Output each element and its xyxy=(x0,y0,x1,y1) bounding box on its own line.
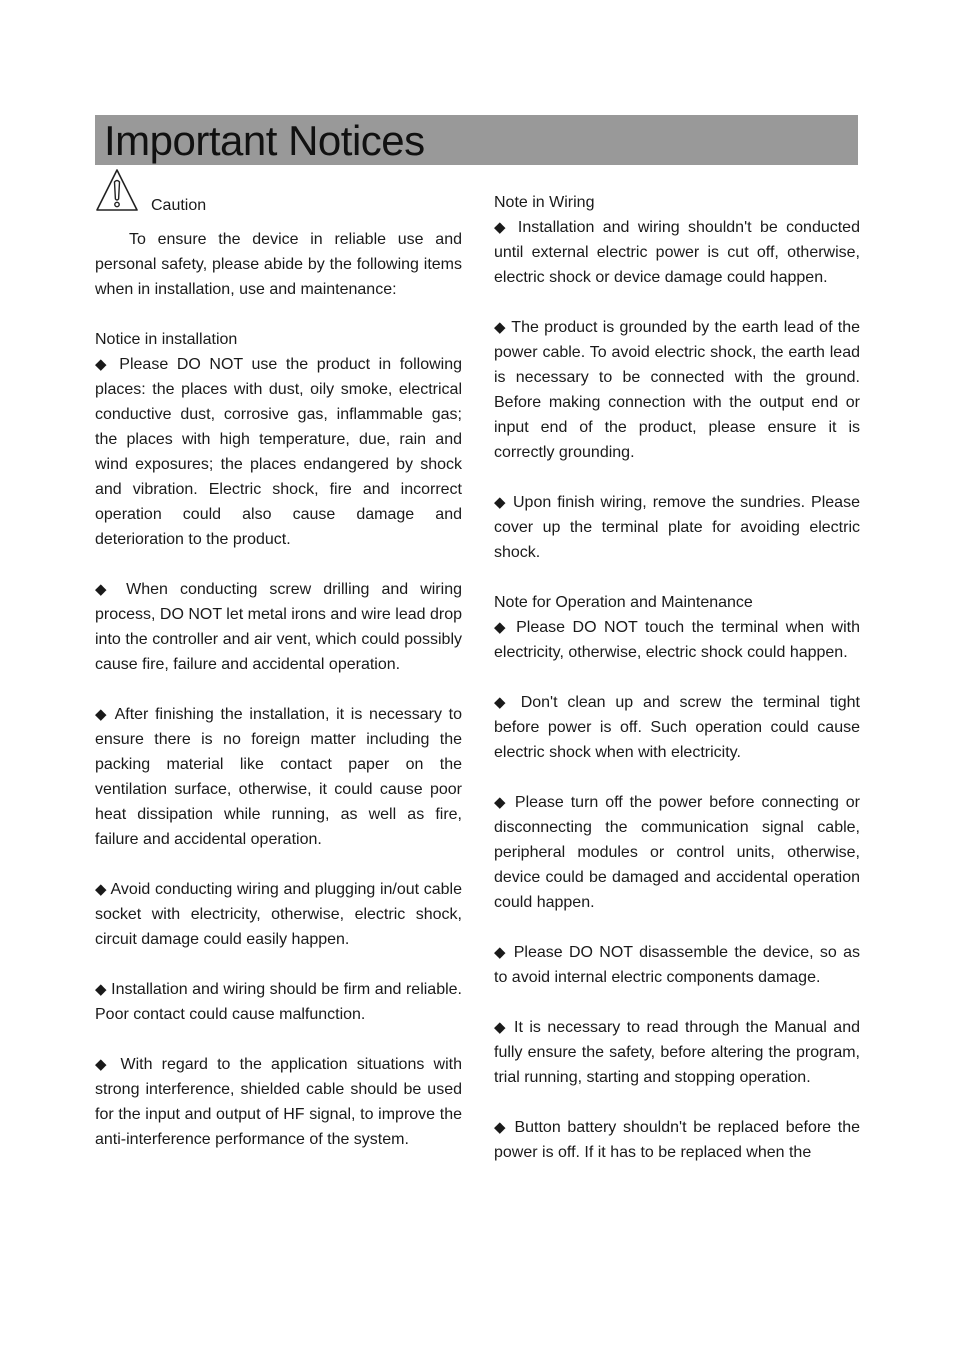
notice-item xyxy=(95,977,462,1027)
notice-text: When conducting screw drilling and wiring process, DO NOT let metal irons and wire lead drop into the controller and air vent, which could possibly cause fire, failure and accidental operation. xyxy=(95,581,462,673)
spacer xyxy=(494,665,860,690)
notice-item xyxy=(494,615,860,665)
notice-item xyxy=(95,702,462,852)
notice-item xyxy=(95,877,462,952)
notice-text: It is necessary to read through the Manual and fully ensure the safety, before altering the program, trial running, starting and stopping operation. xyxy=(494,1019,860,1086)
right-sections xyxy=(494,190,860,1165)
diamond-bullet-icon: ◆ xyxy=(494,494,508,511)
notice-text: Please DO NOT use the product in following places: the places with dust, oily smoke, electrical conductive dust, corrosive gas, inflammable gas; the places with high temperature, due, rain and wind exposures; the places endangered by shock and vibration. Electric shock, fire and incorrect operation could also cause damage and deterioration to the product. xyxy=(95,356,462,548)
spacer xyxy=(494,565,860,590)
notice-text: Installation and wiring shouldn't be conducted until external electric power is cut off, otherwise, electric shock or device damage could happen. xyxy=(494,219,860,286)
notice-item xyxy=(494,1115,860,1165)
notice-item xyxy=(95,577,462,677)
spacer xyxy=(95,1027,462,1052)
notice-text: Please DO NOT touch the terminal when with electricity, otherwise, electric shock could happen. xyxy=(494,619,860,661)
notice-text: Don't clean up and screw the terminal tight before power is off. Such operation could cause electric shock when with electricity. xyxy=(494,694,860,761)
diamond-bullet-icon: ◆ xyxy=(494,219,510,236)
notice-text: The product is grounded by the earth lead of the power cable. To avoid electric shock, the earth lead is necessary to be connected with the ground. Before making connection with the output end or input end of the product, please ensure it is correctly grounding. xyxy=(494,319,861,461)
spacer xyxy=(494,990,860,1015)
notice-text: Please turn off the power before connecting or disconnecting the communication signal cable, peripheral modules or control units, otherwise, device could be damaged and accidental operation could happen. xyxy=(494,794,860,911)
diamond-bullet-icon: ◆ xyxy=(494,319,507,336)
notice-item xyxy=(494,315,860,465)
diamond-bullet-icon: ◆ xyxy=(95,706,109,723)
notice-item xyxy=(494,940,860,990)
caution-header xyxy=(95,190,462,227)
spacer xyxy=(95,302,462,327)
diamond-bullet-icon: ◆ xyxy=(494,944,508,961)
diamond-bullet-icon: ◆ xyxy=(95,356,111,373)
spacer xyxy=(494,465,860,490)
spacer xyxy=(95,677,462,702)
spacer xyxy=(494,1090,860,1115)
diamond-bullet-icon: ◆ xyxy=(494,1119,508,1136)
notice-text: Upon finish wiring, remove the sundries. Please cover up the terminal plate for avoiding electric shock. xyxy=(494,494,860,561)
spacer xyxy=(95,552,462,577)
notice-item xyxy=(95,1052,462,1152)
notice-item xyxy=(494,690,860,765)
left-column xyxy=(95,190,462,1152)
notice-item xyxy=(494,1015,860,1090)
notice-text: Button battery shouldn't be replaced before the power is off. If it has to be replaced when the xyxy=(494,1119,860,1161)
section-heading: Notice in installation xyxy=(95,331,238,348)
intro-paragraph: To ensure the device in reliable use and personal safety, please abide by the following items when in installation, use and maintenance: xyxy=(95,231,462,298)
notice-text: Please DO NOT disassemble the device, so as to avoid internal electric components damage. xyxy=(494,944,860,986)
diamond-bullet-icon: ◆ xyxy=(494,794,508,811)
diamond-bullet-icon: ◆ xyxy=(95,981,107,998)
notice-item xyxy=(95,352,462,552)
diamond-bullet-icon: ◆ xyxy=(494,1019,508,1036)
notice-item xyxy=(494,215,860,290)
diamond-bullet-icon: ◆ xyxy=(95,581,115,598)
diamond-bullet-icon: ◆ xyxy=(494,694,511,711)
warning-triangle-icon xyxy=(95,168,139,212)
diamond-bullet-icon: ◆ xyxy=(494,619,509,636)
notice-item xyxy=(494,490,860,565)
spacer xyxy=(494,915,860,940)
diamond-bullet-icon: ◆ xyxy=(95,1056,112,1073)
spacer xyxy=(494,765,860,790)
spacer xyxy=(494,290,860,315)
notice-item xyxy=(494,790,860,915)
diamond-bullet-icon: ◆ xyxy=(95,881,107,898)
notice-text: With regard to the application situations with strong interference, shielded cable should be used for the input and output of HF signal, to improve the anti-interference performance of the system. xyxy=(95,1056,462,1148)
notice-text: Installation and wiring should be firm and reliable. Poor contact could cause malfunction. xyxy=(95,981,462,1023)
spacer xyxy=(95,952,462,977)
spacer xyxy=(95,852,462,877)
right-column xyxy=(494,190,860,1165)
left-sections xyxy=(95,327,462,1152)
caution-label: Caution xyxy=(151,197,207,214)
notice-text: After finishing the installation, it is necessary to ensure there is no foreign matter including the packing material like contact paper on the ventilation surface, otherwise, it could cause poor heat dissipation while running, as well as fire, failure and accidental operation. xyxy=(95,706,463,848)
page-title: Important Notices xyxy=(104,117,425,164)
notice-text: Avoid conducting wiring and plugging in/out cable socket with electricity, otherwise, electric shock, circuit damage could easily happen. xyxy=(95,881,463,948)
section-heading: Note for Operation and Maintenance xyxy=(494,594,753,611)
title-banner xyxy=(95,115,858,165)
section-heading: Note in Wiring xyxy=(494,194,595,211)
